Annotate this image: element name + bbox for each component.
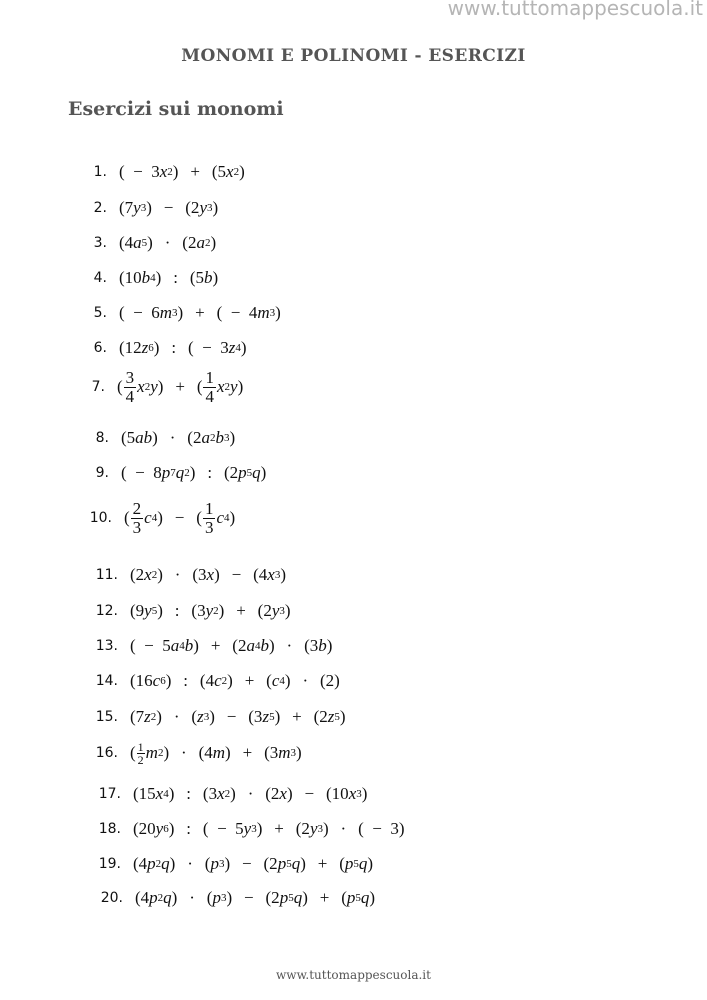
exercise-item: [0, 738, 302, 768]
exercise-expression: (9 y 5 ) : (3 y 2 ) + (2 y 3 ): [130, 601, 291, 620]
exercise-item: [0, 298, 281, 328]
exercise-item: [0, 498, 236, 537]
exercise-number: 3.: [93, 235, 107, 251]
exercise-item: [0, 849, 373, 879]
exercise-item: [0, 157, 245, 187]
exercise-item: [0, 458, 266, 488]
exercise-expression: (15 x 4 ) : (3 x 2 ) · (2 x ) − (10 x 3 ): [133, 784, 368, 803]
exercise-number: 16.: [95, 745, 118, 761]
exercise-number: 12.: [95, 603, 118, 619]
exercise-expression: ( $\frac{2}{3}$ c 4 ) − ( $\frac{1}{3}$ c 4 ): [124, 498, 236, 537]
exercise-expression: (4 p 2 q ) · ( p 3 ) − (2 p 5 q ) + ( p 5 q ): [135, 888, 376, 907]
exercise-number: 9.: [95, 465, 109, 481]
exercise-item: [0, 333, 247, 363]
exercise-item: [0, 228, 216, 258]
exercise-expression: (4 p 2 q ) · ( p 3 ) − (2 p 5 q ) + ( p 5 q ): [133, 854, 374, 873]
exercise-number: 1.: [93, 164, 107, 180]
watermark-url: www.tuttomappescuola.it: [447, 0, 703, 20]
exercise-number: 11.: [95, 567, 118, 583]
exercise-expression: ( $\frac{1}{2}$ m 2 ) · (4 m ) + (3 m 3 ): [130, 739, 302, 767]
exercise-item: [0, 423, 235, 453]
exercise-expression: ( $\frac{3}{4}$ x 2 y ) + ( $\frac{1}{4}$ x 2 y ): [117, 367, 244, 406]
exercise-number: 5.: [93, 305, 107, 321]
exercise-number: 4.: [93, 270, 107, 286]
exercise-item: [0, 779, 367, 809]
exercise-number: 2.: [93, 200, 107, 216]
exercise-expression: ( − 3 x 2 ) + (5 x 2 ): [119, 162, 245, 181]
exercise-number: 19.: [98, 856, 121, 872]
exercise-item: [0, 193, 218, 223]
exercise-expression: ( − 8 p 7 q 2 ) : (2 p 5 q ): [121, 463, 267, 482]
exercise-expression: (20 y 6 ) : ( − 5 y 3 ) + (2 y 3 ) · ( − 3): [133, 819, 405, 838]
exercise-item: [0, 631, 332, 661]
exercise-expression: (5 a b ) · (2 a 2 b 3 ): [121, 428, 236, 447]
exercise-item: [0, 702, 346, 732]
exercise-number: 13.: [95, 638, 118, 654]
exercise-expression: (7 y 3 ) − (2 y 3 ): [119, 198, 219, 217]
exercise-number: 6.: [93, 340, 107, 356]
exercise-expression: ( − 6 m 3 ) + ( − 4 m 3 ): [119, 303, 281, 322]
footer-url: www.tuttomappescuola.it: [276, 968, 431, 982]
exercise-item: [0, 263, 218, 293]
exercise-number: 14.: [95, 673, 118, 689]
exercise-number: 8.: [95, 430, 109, 446]
exercise-item: [0, 596, 291, 626]
exercise-expression: (10 b 4 ) : (5 b ): [119, 268, 219, 287]
exercise-item: [0, 560, 286, 590]
section-title: Esercizi sui monomi: [68, 98, 284, 120]
exercise-number: 17.: [98, 786, 121, 802]
exercise-number: 15.: [95, 709, 118, 725]
exercise-item: [0, 883, 375, 913]
exercise-item: [0, 814, 405, 844]
exercise-expression: (2 x 2 ) · (3 x ) − (4 x 3 ): [130, 565, 286, 584]
exercise-expression: (4 a 5 ) · (2 a 2 ): [119, 233, 217, 252]
exercise-expression: (16 c 6 ) : (4 c 2 ) + ( c 4 ) · (2): [130, 671, 340, 690]
document-title: MONOMI E POLINOMI - ESERCIZI: [181, 46, 526, 66]
exercise-expression: (12 z 6 ) : ( − 3 z 4 ): [119, 338, 247, 357]
exercise-expression: ( − 5 a 4 b ) + (2 a 4 b ) · (3 b ): [130, 636, 333, 655]
exercise-item: [0, 367, 244, 406]
exercise-number: 20.: [100, 890, 123, 906]
exercise-number: 7.: [91, 379, 105, 395]
exercise-expression: (7 z 2 ) · ( z 3 ) − (3 z 5 ) + (2 z 5 ): [130, 707, 346, 726]
exercise-number: 10.: [89, 510, 112, 526]
exercise-item: [0, 666, 340, 696]
exercise-number: 18.: [98, 821, 121, 837]
